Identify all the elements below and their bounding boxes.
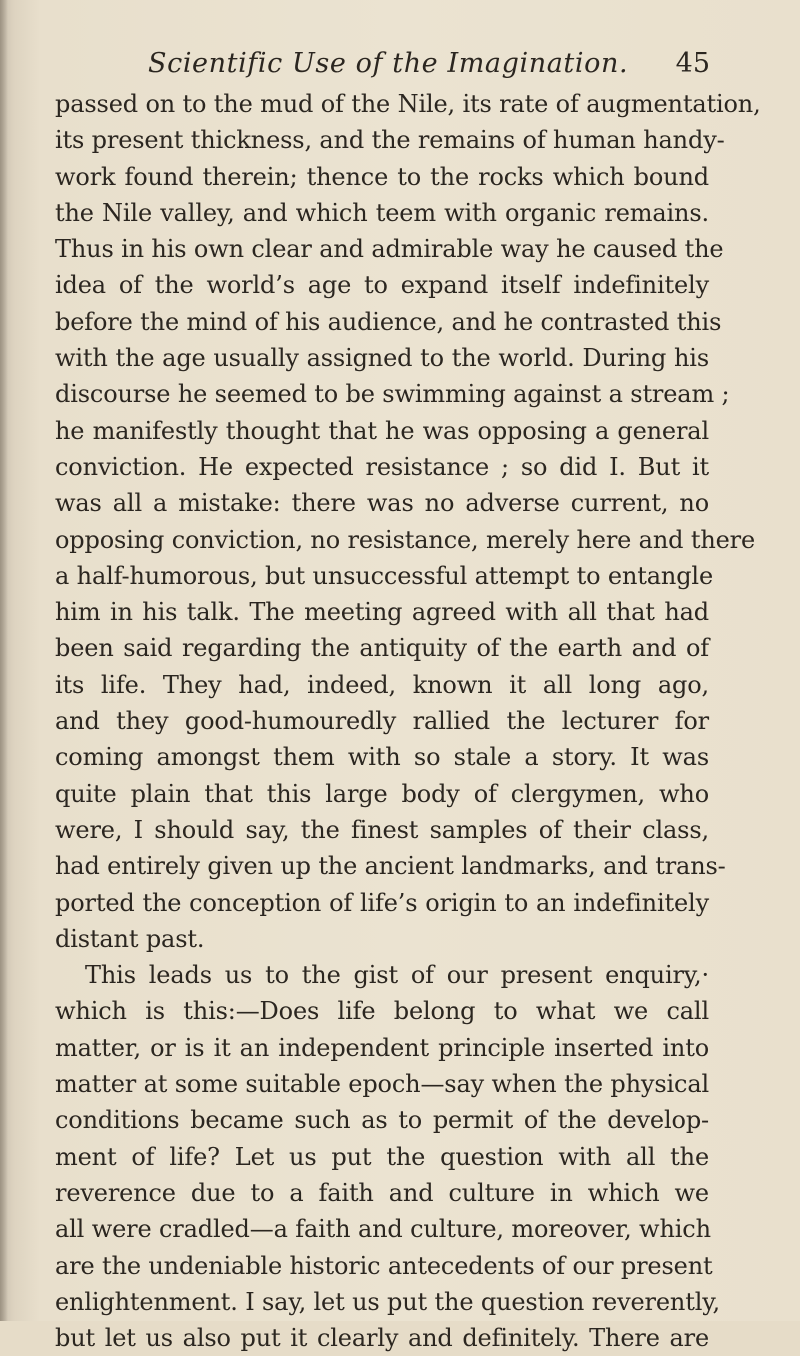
text-line: quite plain that this large body of clergymen, who bbox=[55, 779, 709, 808]
text-line: matter at some suitable epoch—say when the physical bbox=[55, 1070, 709, 1099]
text-line: and they good-humouredly rallied the lecturer for bbox=[55, 707, 709, 736]
text-line: enlightenment. I say, let us put the question reverently, bbox=[55, 1287, 720, 1316]
text-line: its life. They had, indeed, known it all long ago, bbox=[55, 670, 709, 699]
text-line: reverence due to a faith and culture in which we bbox=[55, 1178, 709, 1207]
text-line: its present thickness, and the remains of human handy- bbox=[55, 126, 725, 155]
text-line: conditions became such as to permit of the develop- bbox=[55, 1106, 709, 1135]
text-line: was all a mistake: there was no adverse current, no bbox=[55, 489, 709, 518]
text-line: discourse he seemed to be swimming against a stream ; bbox=[55, 380, 730, 409]
text-line: passed on to the mud of the Nile, its rate of augmentation, bbox=[55, 90, 761, 118]
text-line: him in his talk. The meeting agreed with all that had bbox=[55, 598, 709, 627]
text-line: matter, or is it an independent principle inserted into bbox=[55, 1033, 709, 1062]
spine-shadow bbox=[0, 0, 8, 1321]
text-line: coming amongst them with so stale a story. It was bbox=[55, 743, 709, 772]
text-line: distant past. bbox=[55, 924, 205, 953]
text-line: a half-humorous, but unsuccessful attempt to entangle bbox=[55, 561, 714, 590]
text-line: conviction. He expected resistance ; so did I. But it bbox=[55, 452, 709, 481]
text-line: had entirely given up the ancient landmarks, and trans- bbox=[55, 852, 726, 881]
text-line: been said regarding the antiquity of the earth and of bbox=[55, 634, 709, 663]
page-number: 45 bbox=[675, 48, 710, 79]
text-line: Thus in his own clear and admirable way he caused the bbox=[55, 235, 724, 264]
text-line: work found therein; thence to the rocks which bound bbox=[55, 162, 709, 191]
text-line: the Nile valley, and which teem with organic remains. bbox=[55, 198, 709, 227]
text-line: but let us also put it clearly and definitely. There are bbox=[55, 1324, 709, 1353]
text-line: with the age usually assigned to the world. During his bbox=[55, 344, 709, 373]
text-line: which is this:—Does life belong to what we call bbox=[55, 997, 709, 1026]
text-line: he manifestly thought that he was opposing a general bbox=[55, 416, 709, 445]
text-line: ment of life? Let us put the question with all the bbox=[55, 1142, 709, 1171]
text-line: opposing conviction, no resistance, merely here and there bbox=[55, 525, 756, 554]
text-line: before the mind of his audience, and he contrasted this bbox=[55, 307, 722, 336]
text-line: are the undeniable historic antecedents of our present bbox=[55, 1251, 713, 1280]
running-head bbox=[100, 48, 710, 88]
text-line: were, I should say, the finest samples of their class, bbox=[55, 815, 709, 844]
text-line: idea of the world’s age to expand itself indefinitely bbox=[55, 271, 709, 300]
text-line: ported the conception of life’s origin to an indefinitely bbox=[55, 888, 709, 917]
text-line: all were cradled—a faith and culture, moreover, which bbox=[55, 1215, 711, 1244]
body-text bbox=[55, 86, 761, 1356]
text-line: This leads us to the gist of our present enquiry,· bbox=[85, 961, 709, 990]
running-head-title: Scientific Use of the Imagination. bbox=[148, 48, 629, 79]
